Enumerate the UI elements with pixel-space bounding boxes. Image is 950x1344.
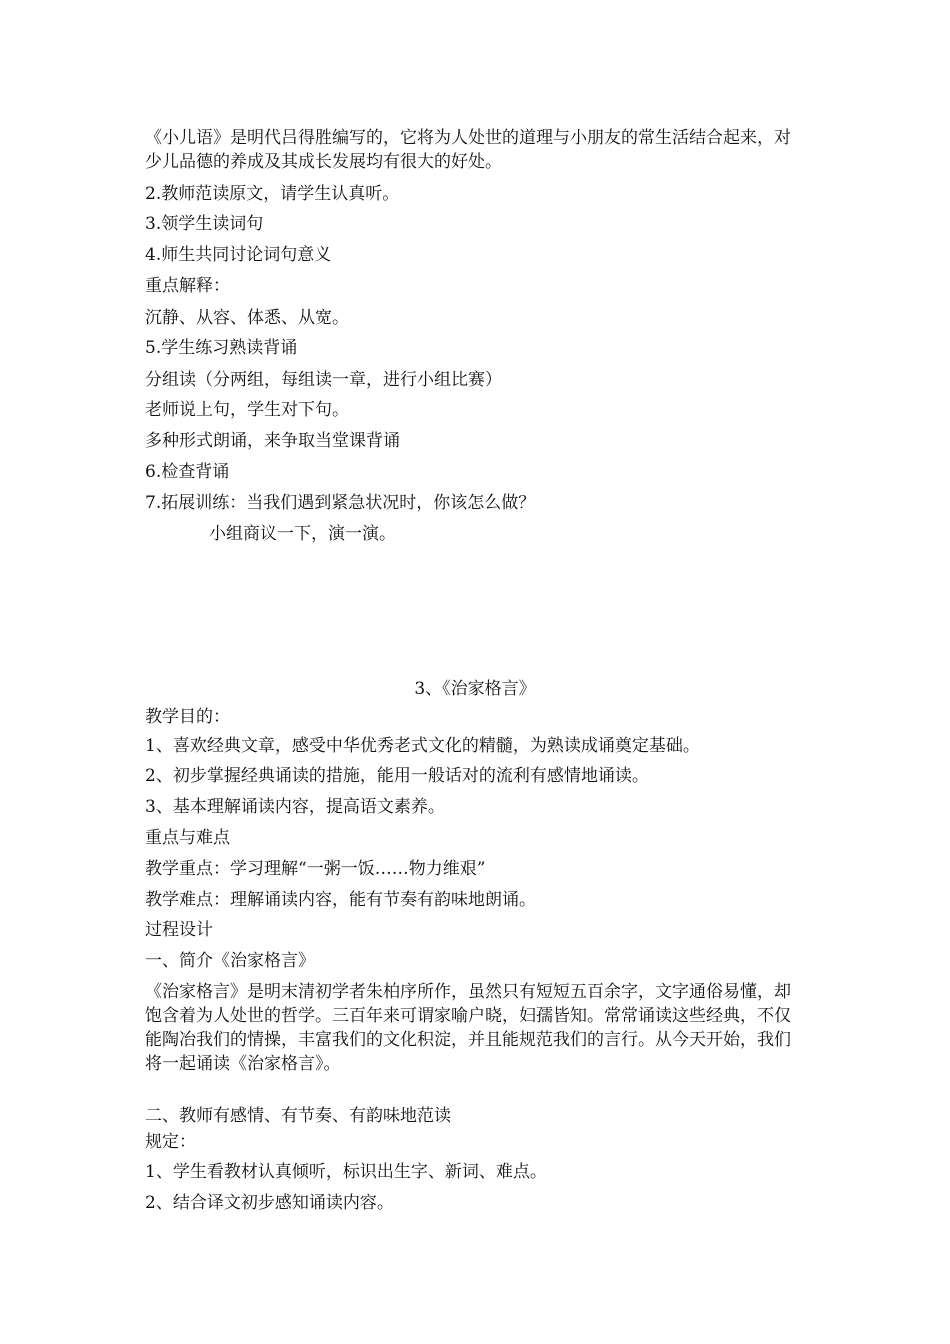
key-explanation-label: 重点解释： xyxy=(145,276,230,296)
teaching-key-point: 教学重点：学习理解“一粥一饭……物力维艰” xyxy=(145,859,486,879)
requirement-1: 1、学生看教材认真倾听，标识出生字、新词、难点。 xyxy=(145,1162,547,1182)
step-2: 2.教师范读原文，请学生认真听。 xyxy=(145,184,400,204)
focus-label: 重点与难点 xyxy=(145,828,230,848)
method-group-reading: 分组读（分两组，每组读一章，进行小组比赛） xyxy=(145,370,502,390)
intro-paragraph: 《小儿语》是明代吕得胜编写的，它将为人处世的道理与小朋友的常生活结合起来，对少儿品德的养成及其成长发展均有很大的好处。 xyxy=(145,128,791,172)
goal-3: 3、基本理解诵读内容，提高语文素养。 xyxy=(145,797,445,817)
part-2-title: 二、教师有感情、有节奏、有韵味地范读 xyxy=(145,1106,451,1126)
goal-1: 1、喜欢经典文章，感受中华优秀老式文化的精髓，为熟读成诵奠定基础。 xyxy=(145,736,700,756)
step-5: 5.学生练习熟读背诵 xyxy=(145,338,298,358)
step-7: 7.拓展训练：当我们遇到紧急状况时，你该怎么做？ xyxy=(145,493,536,513)
method-recitation: 多种形式朗诵，来争取当堂课背诵 xyxy=(145,431,400,451)
method-call-response: 老师说上句，学生对下句。 xyxy=(145,400,349,420)
goal-2: 2、初步掌握经典诵读的措施，能用一般话对的流利有感情地诵读。 xyxy=(145,766,649,786)
teaching-difficulty: 教学难点：理解诵读内容，能有节奏有韵味地朗诵。 xyxy=(145,890,536,910)
section-title: 3、《治家格言》 xyxy=(414,679,536,699)
process-label: 过程设计 xyxy=(145,920,213,940)
requirements-label: 规定： xyxy=(145,1132,196,1152)
step-6: 6.检查背诵 xyxy=(145,462,230,482)
step-4: 4.师生共同讨论词句意义 xyxy=(145,245,332,265)
step-3: 3.领学生读词句 xyxy=(145,214,264,234)
part-1-title: 一、简介《治家格言》 xyxy=(145,951,315,971)
key-words: 沉静、从容、体悉、从宽。 xyxy=(145,308,349,328)
step-7-sub: 小组商议一下，演一演。 xyxy=(209,524,396,544)
part-1-paragraph: 《治家格言》是明末清初学者朱柏序所作，虽然只有短短五百余字，文字通俗易懂，却饱含着为人处世的哲学。三百年来可谓家喻户晓，妇孺皆知。常常诵读这些经典，不仅能陶冶我们的情操，丰富我们的文化积淀，并且能规范我们的言行。从今天开始，我们将一起诵读《治家格言》。 xyxy=(145,982,791,1074)
goals-label: 教学目的： xyxy=(145,707,230,727)
requirement-2: 2、结合译文初步感知诵读内容。 xyxy=(145,1193,394,1213)
